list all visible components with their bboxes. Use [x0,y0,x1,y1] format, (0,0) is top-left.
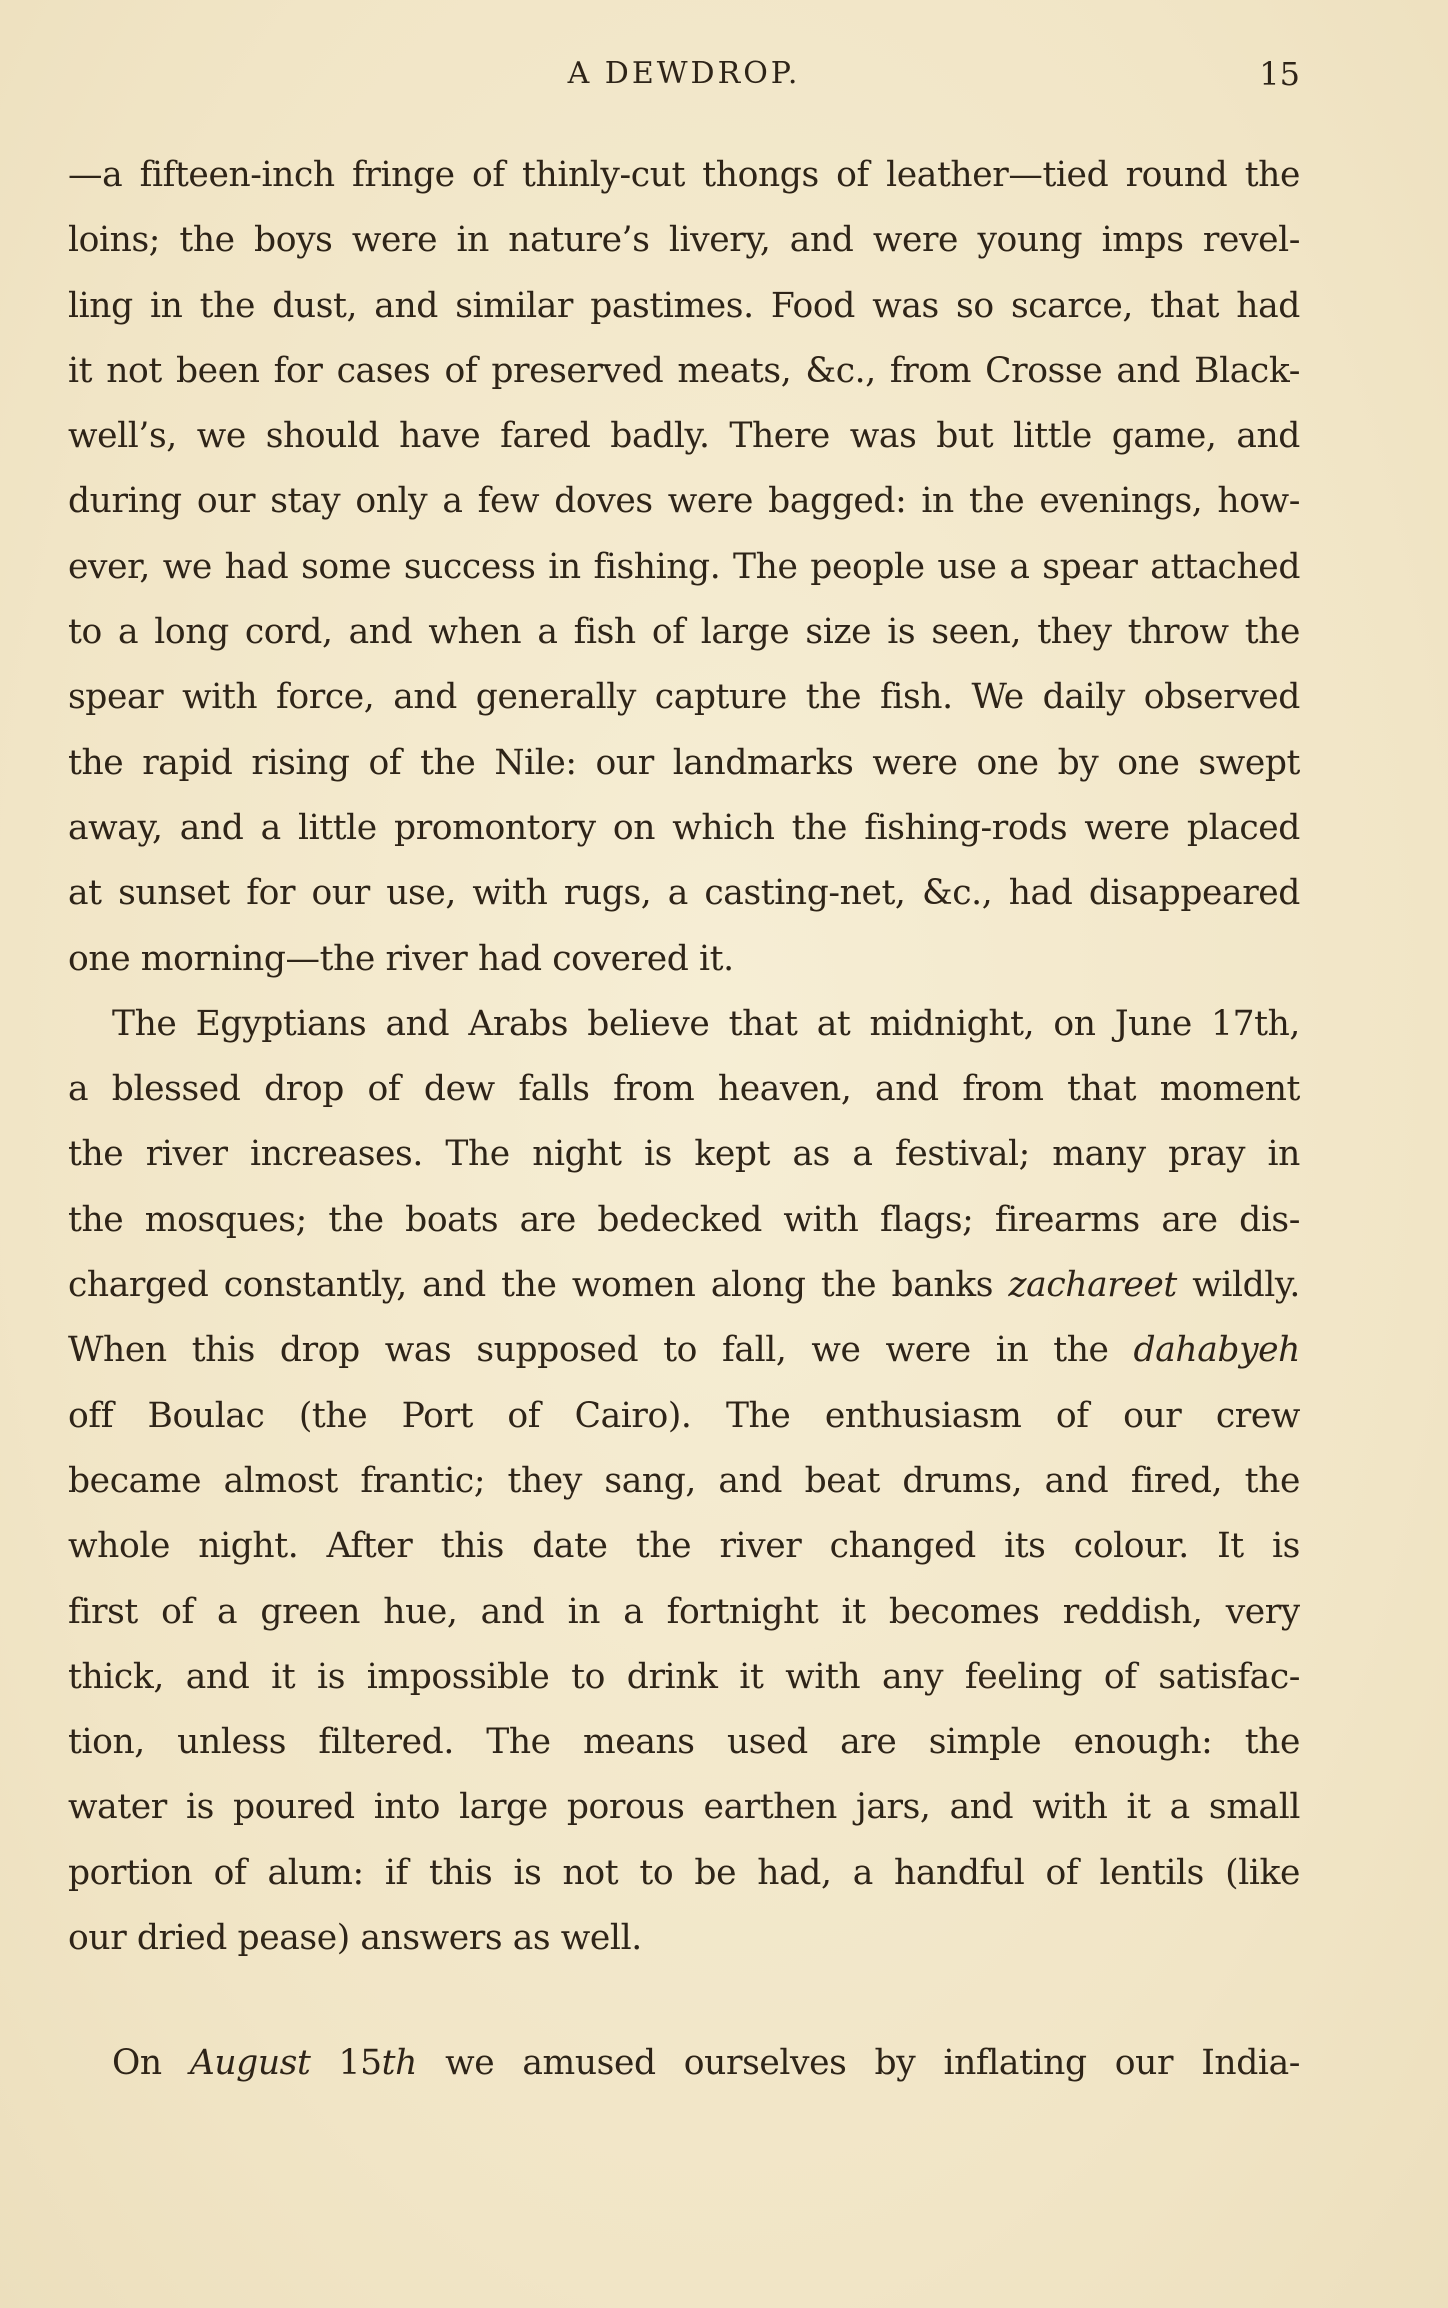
text-line: a blessed drop of dew falls from heaven, and from that moment [68,1069,1300,1110]
text-line: —a fifteen-inch fringe of thinly-cut thongs of leather—tied round the [68,155,1300,195]
text-line: it not been for cases of preserved meats, &c., from Crosse and Black- [68,350,1300,391]
text-line: away, and a little promontory on which the fishing-rods were placed [68,807,1300,848]
running-head [68,52,1300,96]
text-line: one morning—the river had covered it. [68,938,734,979]
text-line: to a long cord, and when a fish of large size is seen, they throw the [68,612,1300,653]
text-line: water is poured into large porous earthen jars, and with it a small [68,1787,1300,1828]
text-line: well’s, we should have fared badly. There was but little game, and [68,416,1300,457]
italic-word: dahabyeh [1133,1330,1300,1371]
text-line: tion, unless filtered. The means used are simple enough: the [68,1722,1300,1763]
text-line: the river increases. The night is kept as a festival; many pray in [68,1134,1300,1175]
text-line: The Egyptians and Arabs believe that at midnight, on June 17th, [112,1003,1300,1044]
body-text [68,143,1300,2097]
text-line: during our stay only a few doves were bagged: in the evenings, how- [68,481,1300,522]
section-gap [68,1971,1300,2031]
text-line: ever, we had some success in fishing. The people use a spear attached [68,546,1300,587]
text-line: When this drop was supposed to fall, we were in the dahabyeh [68,1330,1300,1371]
page-number: 15 [1259,55,1300,93]
text-line: first of a green hue, and in a fortnight it becomes reddish, very [68,1591,1300,1632]
text-line: charged constantly, and the women along the banks zachareet wildly. [68,1265,1300,1306]
running-title: A DEWDROP. [567,56,801,91]
text-line: the rapid rising of the Nile: our landmarks were one by one swept [68,742,1300,783]
italic-word: zachareet [1008,1265,1177,1306]
text-line: off Boulac (the Port of Cairo). The enthusiasm of our crew [68,1395,1300,1436]
italic-word: August [189,2043,311,2084]
text-line: thick, and it is impossible to drink it with any feeling of satisfac- [68,1656,1300,1697]
text-line: On August 15th we amused ourselves by inflating our India- [112,2043,1300,2084]
text-line: ling in the dust, and similar pastimes. Food was so scarce, that had [68,285,1300,326]
text-line: loins; the boys were in nature’s livery, and were young imps revel- [68,220,1300,261]
text-line: the mosques; the boats are bedecked with flags; firearms are dis- [68,1199,1300,1240]
text-line: spear with force, and generally capture the fish. We daily observed [68,677,1300,718]
text-line: became almost frantic; they sang, and beat drums, and fired, the [68,1460,1300,1501]
text-line: at sunset for our use, with rugs, a casting-net, &c., had disappeared [68,873,1300,914]
italic-word: th [381,2043,417,2084]
text-line: our dried pease) answers as well. [68,1918,642,1959]
text-line: whole night. After this date the river changed its colour. It is [68,1526,1300,1567]
text-line: portion of alum: if this is not to be had, a handful of lentils (like [68,1852,1300,1893]
